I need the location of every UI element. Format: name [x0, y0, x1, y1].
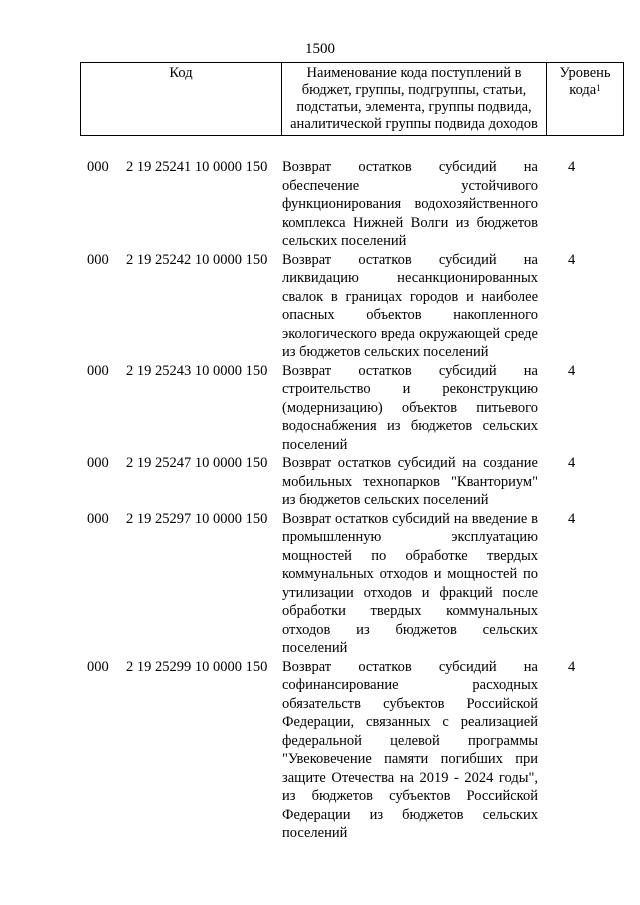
admin-code: 000	[87, 510, 109, 527]
admin-code: 000	[87, 455, 109, 471]
admin-code: 000	[87, 362, 109, 379]
code-level: 4	[568, 362, 576, 379]
page-number: 1500	[305, 41, 335, 57]
table-row	[80, 251, 612, 362]
revenue-code: 2 19 25243 10 0000 150	[126, 362, 268, 379]
table-row	[80, 510, 612, 658]
header-level	[547, 63, 624, 136]
admin-code: 000	[87, 658, 109, 675]
header-name	[282, 63, 547, 136]
revenue-code: 2 19 25299 10 0000 150	[126, 658, 268, 675]
code-level: 4	[568, 658, 576, 675]
revenue-code: 2 19 25242 10 0000 150	[126, 251, 268, 268]
code-level: 4	[568, 455, 576, 471]
revenue-code: 2 19 25247 10 0000 150	[126, 455, 268, 471]
revenue-name: Возврат остатков субсидий на софинансирование расходных обязательств субъектов Российской Федерации, связанных с реализацией федеральной целевой программы "Увековечение памяти погибших при защите Отечества на 2019 - 2024 годы", из бюджетов субъектов Российской Федерации из бюджетов сельских поселений	[282, 658, 538, 841]
header-level-label: Уровень кода	[559, 65, 611, 98]
level-footnote-marker: 1	[596, 83, 601, 93]
header-code-label: Код	[169, 65, 193, 81]
table-row	[80, 658, 612, 843]
table-row	[80, 362, 612, 455]
table-body	[80, 158, 612, 843]
revenue-code: 2 19 25241 10 0000 150	[126, 159, 268, 175]
header-code	[81, 63, 282, 136]
code-level: 4	[568, 510, 576, 527]
revenue-code: 2 19 25297 10 0000 150	[126, 510, 268, 527]
code-level: 4	[568, 159, 576, 175]
revenue-name: Возврат остатков субсидий на создание мобильных технопарков "Кванториум" из бюджетов сельских поселений	[282, 455, 538, 508]
revenue-name: Возврат остатков субсидий на строительство и реконструкцию (модернизацию) объектов питьевого водоснабжения из бюджетов сельских поселений	[282, 362, 538, 453]
code-level: 4	[568, 251, 576, 268]
header-name-label: Наименование кода поступлений в бюджет, группы, подгруппы, статьи, подстатьи, элемента, группы подвида, аналитической группы подвида доходов	[290, 65, 538, 132]
admin-code: 000	[87, 159, 109, 175]
table-header	[80, 62, 624, 136]
revenue-name: Возврат остатков субсидий на введение в промышленную эксплуатацию мощностей по обработке твердых коммунальных отходов и мощностей по утилизации отходов и фракций после обработки твердых коммунальных отходов из бюджетов сельских поселений	[282, 510, 538, 656]
table-row	[80, 158, 612, 251]
admin-code: 000	[87, 251, 109, 268]
revenue-name: Возврат остатков субсидий на ликвидацию несанкционированных свалок в границах городов и наиболее опасных объектов накопленного экологического вреда окружающей среде из бюджетов сельских поселений	[282, 251, 538, 360]
table-row	[80, 454, 612, 510]
revenue-name: Возврат остатков субсидий на обеспечение устойчивого функционирования водохозяйственного комплекса Нижней Волги из бюджетов сельских поселений	[282, 159, 538, 249]
